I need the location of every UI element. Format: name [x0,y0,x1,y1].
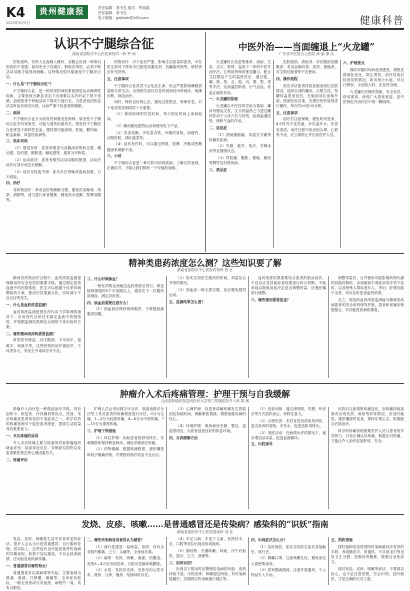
article-paragraph: 面对发烧、皮疹、咳嗽等症状，不要掉以轻心，也不必过度恐慌，学会识别、及时就医，才是正确的应对之道。 [331,566,404,581]
article-paragraph: （4）环境护理：保持病房安静、整洁、温湿度适宜，为患者创造良好的休息环境。 [169,423,246,433]
column-divider [166,537,167,585]
article-paragraph: 火龙罐疗法操作简便、安全有效、舒适度高，深受广大患者欢迎，是中医特色外治疗法中的一颗明珠。 [343,89,404,104]
article-paragraph: （1）抽血前应保持规律服药，不要随意漏服或加服。 [87,307,164,317]
article-paragraph: 你知道吗，有些人在夜晚入睡时，双腿会出现一种难以形容的不适感，如同有虫子在爬行、蚂蚁在啃咬，必须不断活动双腿才能得到缓解。这种情况很可能就是不宁腿综合征。 [6,60,101,80]
article-column [209,60,271,250]
article-paragraph: 不宁腿综合征，是一种常见的神经系统感觉运动障碍性疾病，主要表现为静息状态下出现难以名状的双下肢不适感，迫使患者不停地活动下肢或下地行走，当患者返回休息状态时症状再次出现，从而严重干扰患者的睡眠。 [6,88,101,108]
article-paragraph: 火龙罐以中医经络学说为基础，罐体内燃烧艾柱，艾火的温热之力透过罐体作用于人体穴位与经络，起到温通经络、调和气血的作用。 [209,103,271,124]
article-paragraph: （3）抽血前一般无需空腹，但应避免剧烈运动。 [169,287,246,297]
article-paragraph: 五、出院指导 [251,442,273,447]
article-paragraph: 非药物治疗：养成良好的睡眠习惯，避免饮用咖啡、浓茶、酒精等，适当进行体育锻炼，睡前热水泡脚、按摩双腿等。 [6,188,101,203]
editor-info [98,6,218,21]
article-paragraph: 四、出现症状怎么办？ [251,538,287,542]
column-divider [166,276,167,378]
article-column [251,407,326,511]
article-byline: 湖南省邵阳市中心医院神经内一科 罗 雨 [72,52,136,56]
article-paragraph: 普通感冒多由鼻病毒等引起，主要表现为鼻塞、流涕、打喷嚏、咽痛等，全身症状较轻，一般无发热或仅有低热，病程约一周，具有自限性。 [6,570,81,591]
article-column [87,537,164,585]
article-paragraph: 四、抽血前需要注意什么？ [87,300,131,305]
article-column [169,276,246,380]
article-paragraph: 常见的有锂盐、丙戊酸钠、卡马西平、氯氮平、奥氮平等。这些药物的治疗窗较窄，个体差异大，易发生中毒或疗效不佳。 [6,338,81,353]
article-paragraph: （3）症状呈昼夜节律：症状多在傍晚或夜间加重，白天较轻。 [6,169,101,179]
article-paragraph: 血药浓度监测是指在药代动力学原理的指导下，应用现代分析技术测定血液中药物浓度，并根据监测结果制定合理的个体化给药方案。 [6,309,81,330]
article-paragraph: （2）药物镇痛：根据疼痛程度，遵医嘱按时给予镇痛药物，并观察药物疗效及不良反应。 [87,447,164,457]
column-divider [273,60,274,248]
newspaper-logo: 贵州健康报 [36,5,88,19]
article-byline: 广东省中医院白云医院 徐 丽 谭 洁 [279,52,334,56]
article-paragraph: 一、火龙罐的原理 [209,97,238,102]
article-byline: 云南省肿瘤医院昆明医科大学第三附属医院介入科 陈 敏 [160,399,250,403]
article-paragraph: 肿瘤介入治疗是一种微创治疗手段，具有创伤小、恢复快、疗效确切等优点。然而，术后疼痛是患者常见的不适症状之一，科学有效的疼痛管理对于促进患者康复、提高生活质量具有重要意义。 [6,407,81,432]
article-paragraph: （2）运动症状：患者有强烈活动双腿的愿望，活动后症状可部分或完全缓解。 [6,157,101,167]
article-paragraph: 皮肤破损、溃疡者；孕妇腹部及腰骶部；有出血倾向者；高热、抽搐者；对艾烟过敏者等不宜使用。 [276,60,338,75]
section-divider [6,514,404,515]
article-paragraph: 不宁腿综合征虽然不会危及生命，但会严重影响睡眠质量和日常生活，出现相关症状应及时到神经内科就诊，明确诊断，规范治疗。 [107,83,202,98]
article-paragraph: （3）居家隔离期间，注意开窗通风，个人物品专人专用。 [251,568,326,578]
article-column [169,407,246,511]
article-paragraph: （2）如实告知医生服药的时间、剂量及合并用药情况。 [169,276,246,286]
column-divider [328,276,329,378]
article-paragraph: 二、适应症 [209,125,227,130]
article-paragraph: 五、注意事项 [276,110,298,115]
header-rule [6,28,404,30]
article-paragraph: 调整剂量后、合并使用可能影响药物代谢的其他药物时、出现疑似中毒症状或疗效不佳时，以及特殊人群如老年人、孕妇、肝肾功能不全者，均应及时复查血药浓度。 [331,276,404,296]
column-divider [328,407,329,509]
article-paragraph: （4）手足口病：多见于儿童，发热伴手、足、口腔等部位出现皮疹或疱疹。 [169,537,246,547]
article-paragraph: （2）麻疹：发热、咳嗽、流涕、结膜炎，发热3—4天后出现皮疹，口腔可见麻疹黏膜斑。 [87,556,164,566]
article-paragraph: （2）合理饮食：术后宜进食清淡易消化、富含营养的食物，多饮水，促进造影剂排出。 [251,418,326,428]
article-paragraph: 六、哪些情况需要复查？ [251,297,291,302]
article-paragraph: 精神类药物治疗过程中，血药浓度监测是保障用药安全有效的重要手段。通过测定患者血液中的药物浓度，医生可以根据个体差异调整给药方案，使治疗效果最大化，同时减少不良反应的发生。 [6,276,81,301]
article-paragraph: （2）佩戴口罩，注意咳嗽礼仪，避免前往人群密集场所。 [251,556,326,566]
article-paragraph: 药物治疗：对于症状严重、影响生活质量的患者，可在医生指导下使用多巴胺受体激动剂、抗癫痫药物等，缺铁者应补充铁剂。 [107,60,202,75]
article-paragraph: 二、哪些精神类药物需要监测？ [6,331,57,336]
column-divider [84,407,85,509]
article-paragraph: 三、临床表现 [6,139,28,144]
article-byline: 湖南省邵阳市中心医院药剂科 张 红 [176,268,234,272]
article-paragraph: 治疗后注意保暖，避免吹风受凉，4小时内不宜洗澡，多饮温开水，饮食宜清淡。治疗过程中如出现头晕、心慌等不适，应立即停止并告知医护人员。 [276,117,338,137]
article-paragraph: （3）胃脘痛、腹胀、便秘、痛经等脾胃及妇科疾病。 [209,156,271,166]
issue-date: 2023年9月5日 [6,21,30,25]
column-divider [104,60,105,248]
article-column [343,60,404,250]
article-paragraph: 首先评估患者体质及施治部位皮肤情况，选择合适的罐体，点燃艾柱，待罐体温度适宜后，在施治部位涂抹介质，按照先轻后重、先慢后快的原则进行操作，每次约20至30分钟。 [276,83,338,108]
article-column [6,60,101,250]
editor-line: 责任编辑：蔡书先 [98,11,127,15]
article-paragraph: （4）症状发作时，可以通过伸展、按摩、冷敷或热敷腿部来缓解不适。 [107,142,202,152]
article-paragraph: 四、自我缓解方法 [169,435,198,440]
article-paragraph: 总之，规范的血药浓度监测能为精神类疾病患者的安全用药保驾护航，患者和家属应积极配合，共同促进疾病的康复。 [331,297,404,313]
column-divider [248,537,249,585]
column-divider [84,276,85,378]
article-byline: 湖南省邵阳市中心医院感染科 刘 佳 [176,530,234,534]
article-paragraph: （5）肺结核：长期咳嗽、咳痰，伴午后低热、盗汗、乏力、消瘦等。 [169,548,246,558]
article-paragraph: 不宁腿综合征分为原发性和继发性两种。原发性不宁腿综合征多有家族史，可能与遗传因素有关；继发性不宁腿综合征常见于缺铁性贫血、慢性肾功能衰竭、妊娠、糖尿病、帕金森病、风湿性疾病等。 [6,117,101,137]
block-divider [205,32,206,252]
article-paragraph: 三、如何识别？ [169,560,195,565]
article-column [169,537,246,585]
section-divider [6,383,404,384]
article-column [331,537,404,585]
article-paragraph: 一、什么是血药浓度监测？ [6,303,50,308]
article-paragraph: 护理人员会采用数字评分法、面部表情评分法等工具对患者的疼痛程度进行评估，0分为无痛，1—3分为轻度疼痛，4—6分为中度疼痛，7—10分为重度疼痛。 [87,407,164,427]
article-paragraph: 按时接种疫苗是预防传染病最经济有效的手段；养成勤洗手、常通风、不共用毛巾等良好卫生习惯；加强体育锻炼，增强自身免疫力。 [331,544,404,564]
article-paragraph: 二、疼痛评估 [6,457,28,462]
article-paragraph: 介入术后疼痛主要与栓塞剂导致肿瘤组织缺血坏死、局部炎症反应、穿刺部位损伤以及患者紧张焦虑等心理因素有关。 [6,440,81,455]
article-paragraph: 发烧、皮疹、咳嗽是生活中非常常见的症状，很多人会认为只是普通感冒，自行服药处理。但实际上，这些症状也可能是某些传染病的早期表现，如果不加以重视，不仅会延误病情，还可能造成疾病传播。 [6,537,81,562]
column-divider [84,537,85,585]
article-paragraph: 五、注意事项 [107,76,129,81]
article-paragraph: 三、禁忌症 [209,167,227,172]
column-divider [328,537,329,585]
article-paragraph: 二、哪些传染病容易被误认为感冒？ [87,538,145,542]
article-paragraph: 五、预防措施 [331,538,353,542]
article-paragraph: 血药浓度结果需要结合患者的临床症状、不良反应及其他检查结果进行综合判断，不能单纯以数值高低决定是否调整药量，应遵医嘱进行调整。 [251,276,326,296]
article-paragraph: （3）心理护理：向患者讲解疼痛发生的原因及持续时间，缓解紧张情绪，增强战胜疾病的信心。 [169,407,246,422]
article-paragraph: 六、小结 [107,154,122,159]
article-paragraph: 三、护理干预措施 [87,428,116,433]
article-paragraph: 六、护理要点 [343,61,365,65]
article-column [87,407,164,511]
section-title: 健康科普 [360,16,404,27]
article-paragraph: （1）放松训练：通过深呼吸、冥想、听音乐等方式放松身心，转移注意力。 [251,407,326,417]
article-paragraph: 火龙罐综合灸是集推拿、刮痧、艾灸、点穴、熨烫、温灸于一体的中医外治疗法。它利用特制的莲花罐口，配合艾柱燃烧产生的温热效应，通过揉、碾、推、按、点、摇、闪、震、熨、烫等手法，达到温经散寒、行气活血、祛湿止痛的作用。 [209,60,271,95]
article-title: 发烧、皮疹、咳嗽……是普通感冒还是传染病？感染科的“识妖”指南 [81,519,329,529]
article-paragraph: 五、监测结果怎么看？ [169,299,205,304]
article-paragraph: （3）适度活动：在病情允许的情况下，逐步增加活动量，促进血液循环。 [251,430,326,440]
article-column [6,537,81,591]
article-paragraph: （1）及时就医，如实告知医生症状及接触史、旅行史。 [251,544,326,554]
column-divider [166,407,167,509]
article-column [251,276,326,380]
article-title: 认识不宁腿综合征 [53,36,154,51]
article-column [6,276,81,380]
article-paragraph: 四、治疗 [6,181,21,186]
article-paragraph: 四、操作流程 [276,76,298,81]
page-number: K4 [6,6,26,21]
article-paragraph: （1）体位护理：协助患者取舒适体位，穿刺侧肢体保持伸直制动，减轻穿刺部位疼痛。 [87,435,164,445]
section-divider [6,253,404,254]
article-column [87,276,164,380]
column-divider [340,60,341,248]
article-column [331,407,404,511]
article-paragraph: （2）睡前避免剧烈运动和使用电子产品。 [114,124,181,128]
article-column [107,60,202,250]
article-paragraph: 出院后注意观察疼痛变化，如疼痛持续加重或出现发热、黄疸等异常情况，应及时就医。遵医嘱按时复查，保持乐观心态，积极配合后续治疗。 [331,407,404,427]
editor-line: 责任编辑：蔡书先 版式：罗丽娟 [98,6,150,10]
article-paragraph: （3）水痘：发热伴皮疹，皮疹呈向心性分布，斑疹、丘疹、疱疹、结痂同时存在。 [87,568,164,578]
article-paragraph: 科学的疼痛管理需要医护人员与患者的共同努力，只有正确认识疼痛、积极应对疼痛，才能让介入治疗更加舒适、安全。 [331,428,404,444]
article-paragraph: 一、术后疼痛的原因 [6,434,39,439]
column-divider [248,407,249,509]
article-paragraph: （1）流行性感冒：起病急，高热，伴有全身肌肉酸痛、乏力、头痛等，全身症状重。 [87,544,164,554]
article-paragraph: 一般在药物达到稳态血药浓度后进行，即连续规律服药5个半衰期以上。通常在下一次服药前抽血，测定谷浓度。 [87,283,164,298]
article-paragraph: （1）感觉异常：患者常描述为双腿深部的蚁走感、蠕动感、烧灼感、酸胀感、触电感等，通常为对称性。 [6,145,101,156]
column-divider [248,276,249,378]
article-column [331,276,404,380]
article-paragraph: 操作时随时询问患者感受，观察皮肤颜色变化，防止烫伤。治疗结束后检查皮肤情况，如出现小水泡，可自行吸收；水泡较大时，应及时处理。 [343,67,404,87]
article-column [6,407,81,511]
article-paragraph: 三、什么时候抽血？ [87,277,120,281]
article-title: 精神类患药浓度怎么测？这些知识要了解 [128,259,282,269]
article-paragraph: （3）饮食均衡，多吃富含铁、叶酸的食物，如瘦肉、动物肝脏、绿叶蔬菜等。 [107,130,202,140]
article-column [276,60,338,250]
masthead [6,4,404,28]
article-paragraph: 出现以下情况时应警惕传染病的可能：高热持续不退；出现皮疹；咳嗽超过两周；有传染病接触史；近期到过传染病流行地区等。 [169,567,246,582]
article-paragraph: （2）失眠、疲劳、怕冷、手脚冰凉等亚健康状态。 [209,144,271,154]
article-paragraph: 一、普通感冒有哪些特点？ [6,564,50,569]
article-paragraph: （1）颈肩腰腿痛、风湿关节痛等疼痛类疾病。 [209,132,271,142]
article-column [251,537,326,585]
article-title: 中医外治——当面缠退上“火龙罐” [238,43,375,53]
article-paragraph: 同时，保持良好的心态，避免过度焦虑，规律作息，对于症状的控制同样十分重要。 [107,100,202,110]
article-paragraph: 一、什么是“不宁腿综合征”？ [6,81,54,86]
article-title: 肿瘤介入术后疼痛管理：护理干预与自我缓解 [119,390,290,400]
article-paragraph: 不宁腿综合征是一种可防可治的疾病，了解它的表现，正确应对，才能让我们拥有一个安稳的夜晚。 [107,160,202,171]
article-paragraph: （1）保持规律的作息时间，每天固定时间上床和起床。 [107,112,202,122]
editor-email: 电子邮箱：gzjkbzk@163.com [98,16,149,20]
article-paragraph: 二、病因 [6,110,21,115]
